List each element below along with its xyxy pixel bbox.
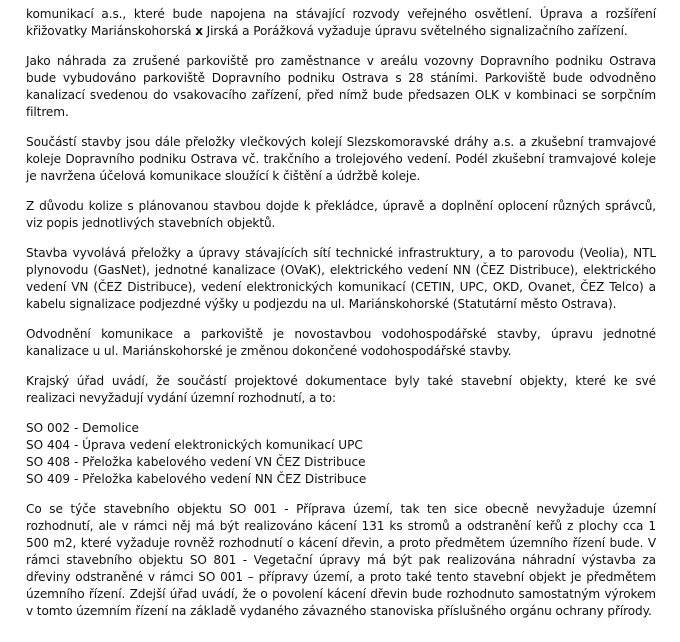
- list-item: SO 404 - Úprava vedení elektronických komunikací UPC: [26, 438, 363, 452]
- building-objects-list: [26, 420, 656, 488]
- paragraph-objects-intro: Krajský úřad uvádí, že součástí projektové dokumentace byly také stavební objekty, které ke své realizaci nevyžadují vydání územní rozhodnutí, a to:: [26, 374, 656, 405]
- list-item: SO 002 - Demolice: [26, 421, 139, 435]
- list-item: SO 408 - Přeložka kabelového vedení VN ČEZ Distribuce: [26, 455, 366, 469]
- list-item: SO 409 - Přeložka kabelového vedení NN ČEZ Distribuce: [26, 472, 367, 486]
- paragraph-intersection: [26, 6, 656, 40]
- paragraph-text: komunikací a.s., které bude napojena na stávající rozvody veřejného osvětlení. Úprava a rozšíření křižovatky Mariánskohorská: [26, 7, 656, 38]
- paragraph-rail-tracks: Součástí stavby jsou dále přeložky vlečkových kolejí Slezskomoravské dráhy a.s. a zkušební tramvajové koleje Dopravního podniku Ostrava vč. trakčního a trolejového vedení. Podél zkušební tramvajové koleje je navržena účelová komunikace sloužící k čištění a údržbě koleje.: [26, 135, 656, 183]
- intersection-mark: x: [195, 24, 203, 38]
- paragraph-text: Jirská a Porážková vyžaduje úpravu světelného signalizačního zařízení.: [202, 24, 628, 38]
- paragraph-site-preparation: Co se týče stavebního objektu SO 001 - Příprava území, tak ten sice obecně nevyžaduje územní rozhodnutí, ale v rámci něj má být realizováno kácení 131 ks stromů a odstranění keřů z plochy cca 1 500 m2, které vyžaduje rovněž rozhodnutí o kácení dřevin, a proto předmětem územního řízení bude. V rámci stavebního objektu SO 801 - Vegetační úpravy má být pak realizována náhradní výstavba za dřeviny odstraněné v rámci SO 001 – přípravy území, a proto také tento stavební objekt je předmětem územního řízení. Zdejší úřad uvádí, že o povolení kácení dřevin bude rozhodnuto samostatným výrokem v tomto územním řízení na základě vydaného závazného stanoviska příslušného orgánu ochrany přírody.: [26, 502, 656, 618]
- paragraph-infrastructure: Stavba vyvolává přeložky a úpravy stávajících sítí technické infrastruktury, a to parovodu (Veolia), NTL plynovodu (GasNet), jednotné kanalizace (OVaK), elektrického vedení NN (ČEZ Distribuce), elektrického vedení VN (ČEZ Distribuce), vedení elektronických komunikací (CETIN, UPC, OKD, Ovanet, ČEZ Telco) a kabelu signalizace podjezdné výšky u podjezdu na ul. Mariánskohorské (Statutární město Ostrava).: [26, 246, 656, 311]
- paragraph-drainage: Odvodnění komunikace a parkoviště je novostavbou vodohospodářské stavby, úpravu jednotné kanalizace u ul. Mariánskohorské je změnou dokončené vodohospodářské stavby.: [26, 327, 656, 358]
- paragraph-parking: Jako náhrada za zrušené parkoviště pro zaměstnance v areálu vozovny Dopravního podniku Ostrava bude vybudováno parkoviště Dopravního podniku Ostrava s 28 stáními. Parkoviště bude odvodněno kanalizací svedenou do vsakovacího zařízení, před nímž bude předsazen OLK v kombinaci se sorpčním filtrem.: [26, 54, 656, 119]
- paragraph-fencing: Z důvodu kolize s plánovanou stavbou dojde k překládce, úpravě a doplnění oplocení různých správců, viz popis jednotlivých stavebních objektů.: [26, 199, 656, 230]
